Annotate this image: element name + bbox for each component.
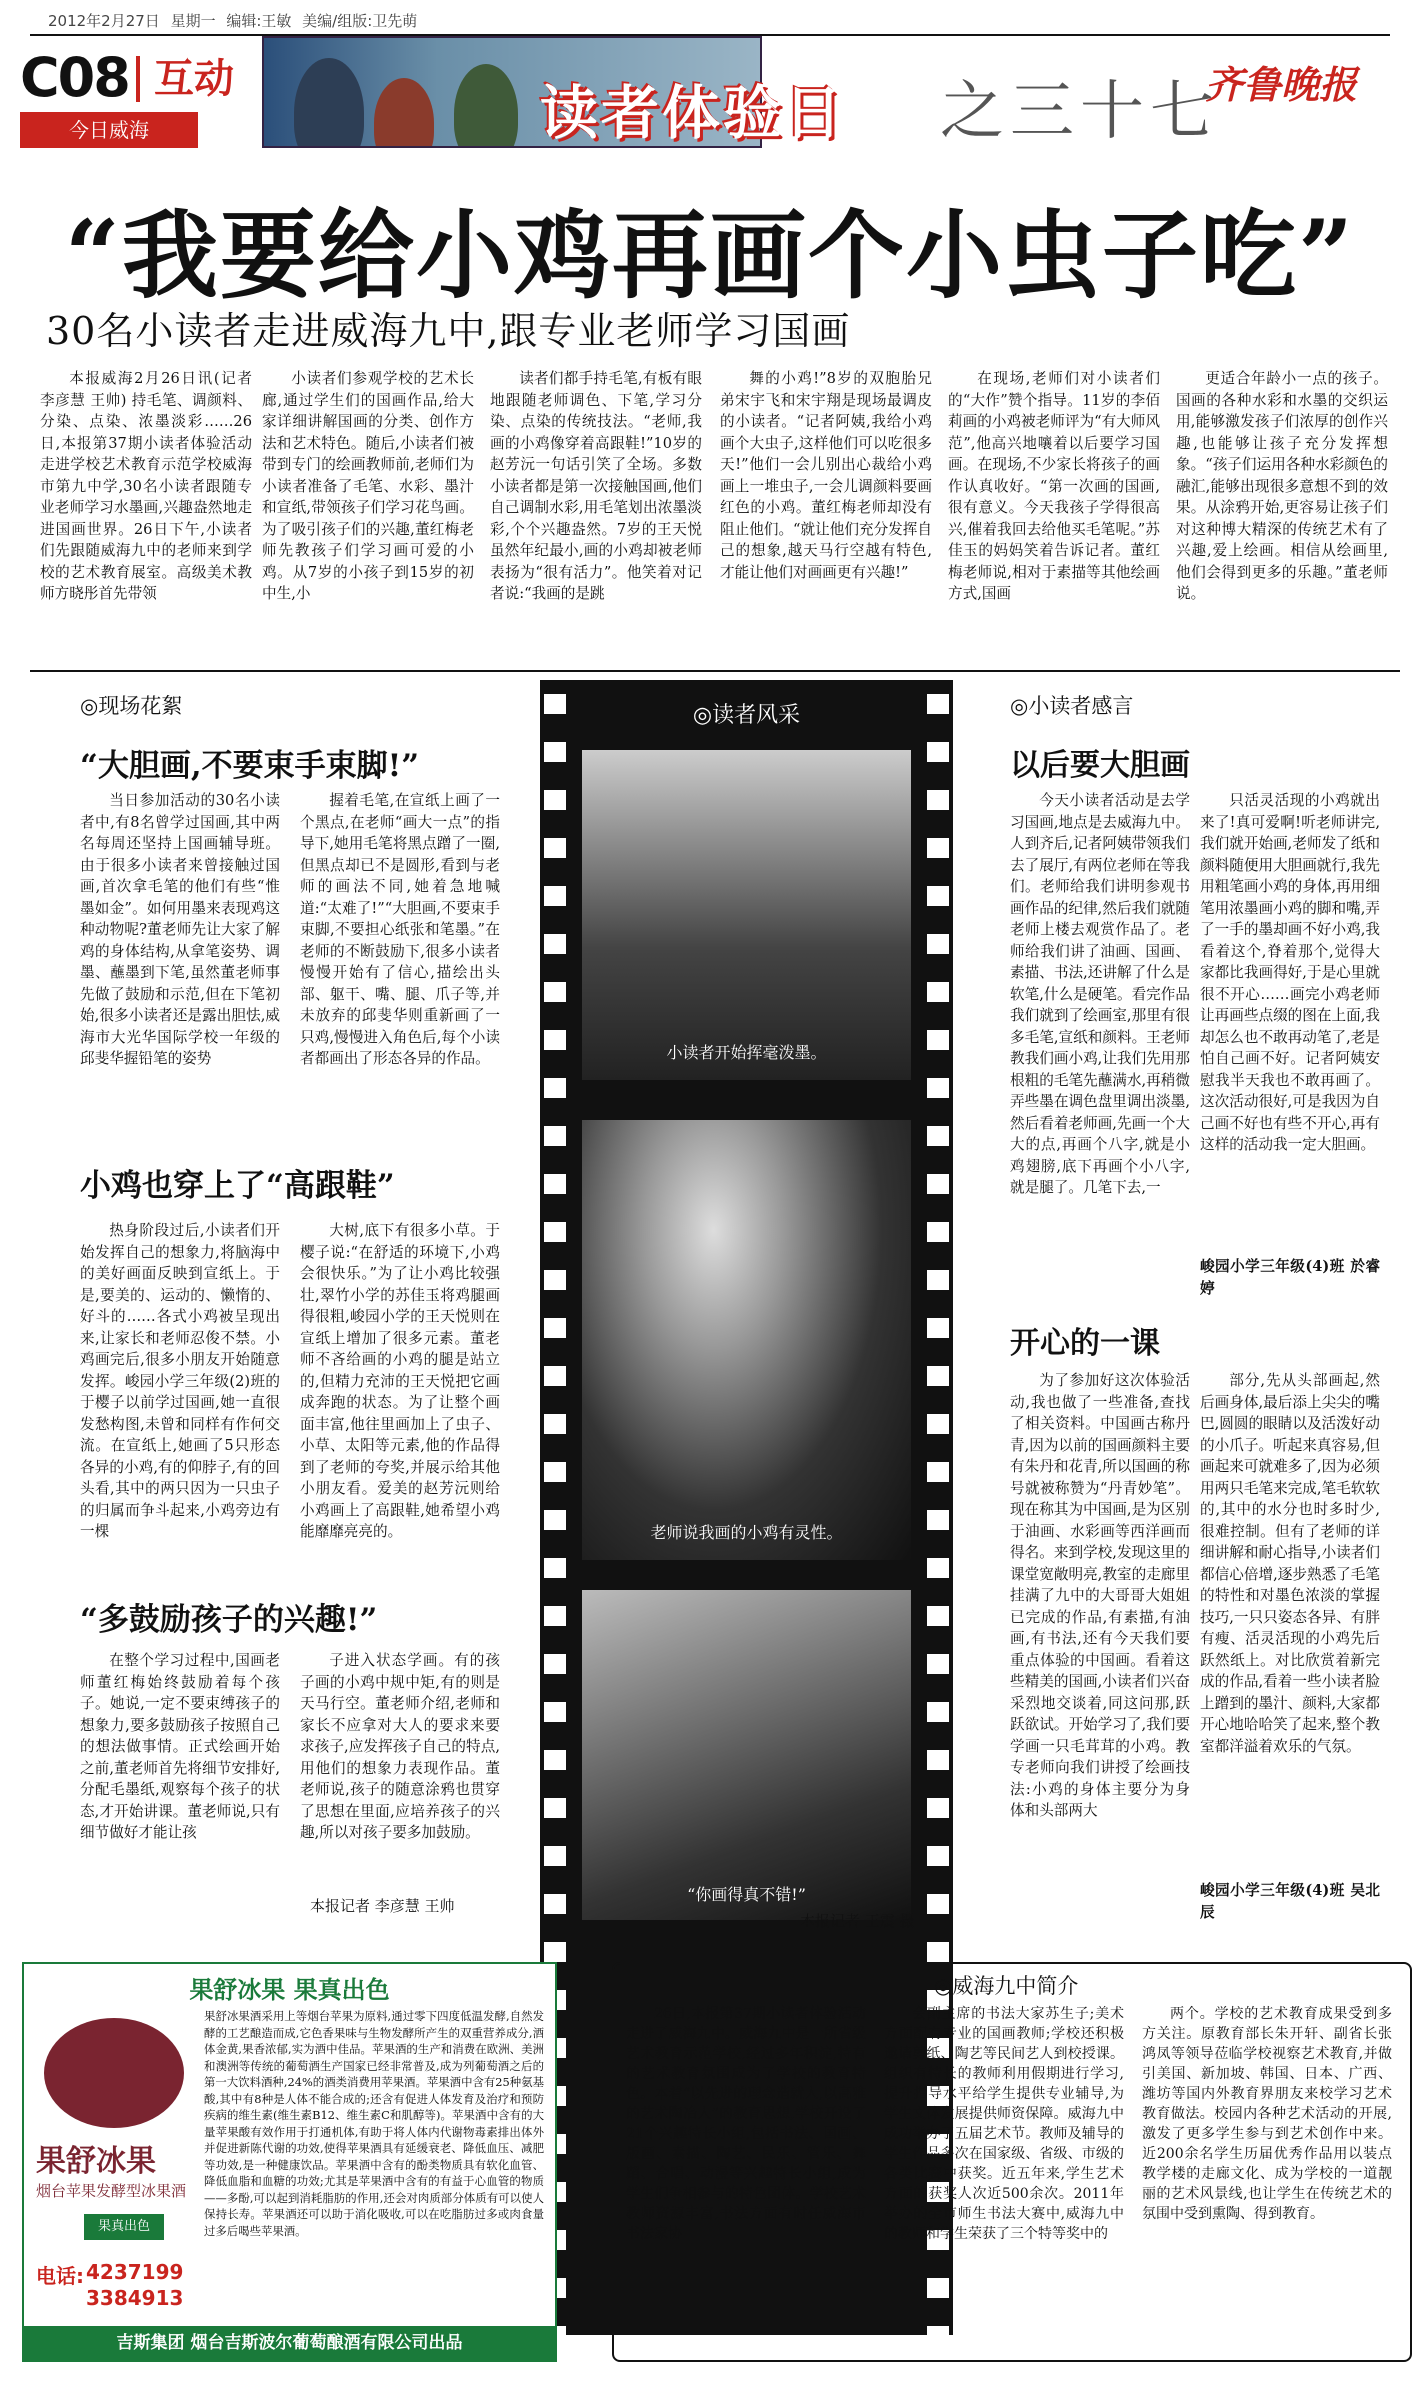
essay-title-2: 开心的一课 (1010, 1326, 1160, 1361)
subsection-bar: 今日威海 (20, 112, 198, 148)
banner-title: 读者体验日 (540, 79, 846, 147)
ad-brand: 果舒冰果 (36, 2144, 156, 2179)
intro-col-4: 舞的小鸡!”8岁的双胞胎兄弟宋宇飞和宋宇翔是现场最调皮的小读者。“记者阿姨,我给小鸡画个大虫子,这样他们可以吃很多天!”他们一会儿别出心裁给小鸡画上一堆虫子,一会儿调颜料要画红色的小鸡。董红梅老师却没有阻止他们。“就让他们充分发挥自己的想象,越天马行空越有特色,才能让他们对画画更有兴趣!” (720, 370, 932, 581)
ad-body: 果舒冰果酒采用上等烟台苹果为原料,通过零下四度低温发酵,自然发酵的工艺酿造而成,它色香果味与生物发酵所产生的双重营养成分,酒体金黄,果香浓郁,实为酒中佳品。苹果酒的生产和消费在欧洲、美洲和澳洲等传统的葡萄酒生产国家已经非常普及,成为列葡萄酒之后的第一大饮料酒种,24%的酒类消费用苹果酒。苹果酒中含有25种氨基酸,其中有8种是人体不能合成的;还含有促进人体发育及治疗和预防疾病的维生素(维生素B12、维生素C和肌醇等)。苹果酒中含有的大量苹果酸有效作用于打通机体,有助于将人体内代谢物毒素排出体外并促进新陈代谢的功效,使得苹果酒具有延缓衰老、降低血压、减肥等功效,是一种健康饮品。苹果酒中含有的酚类物质具有软化血管、降低血脂和血糖的功效;尤其是苹果酒中含有的有益于心血管的物质——多酚,可以起到消耗脂肪的作用,还会对肉质部分体质有可以使人保持长寿。苹果酒还可以助于消化吸收,可以在吃脂肪过多或肉食量过多后喝些苹果酒。 (204, 2009, 544, 2238)
onsite-2-col-2: 大树,底下有很多小草。于樱子说:“在舒适的环境下,小鸡会很快乐。”为了让小鸡比较强壮,翠竹小学的苏佳玉将鸡腿画得很粗,峻园小学的王天悦则在宣纸上增加了很多元素。董老师不吝给画的小鸡的腿是站立的,但精力充沛的王天悦把它画成奔跑的状态。为了让整个画面丰富,他往里画加上了虫子、小草、太阳等元素,他的作品得到了老师的夸奖,并展示给其他小朋友看。爱美的赵芳沅则给小鸡画上了高跟鞋,她希望小鸡能靡靡亮亮的。 (300, 1222, 500, 1540)
intro-col-3: 读者们都手持毛笔,有板有眼地跟随老师调色、下笔,学习分染、点染的传统技法。“老师,我画的小鸡像穿着高跟鞋!”10岁的赵芳沅一句话引笑了全场。多数小读者都是第一次接触国画,他们自己调制水彩,用毛笔划出浓墨淡彩,个个兴趣盎然。7岁的王天悦虽然年纪最小,画的小鸡却被老师表扬为“很有活力”。他笑着对记者说:“我画的是跳 (490, 370, 702, 602)
intro-col-5: 在现场,老师们对小读者们的“大作”赞个指导。11岁的李佰莉画的小鸡被老师评为“有大师风范”,他高兴地嚷着以后要学习国画。在现场,不少家长将孩子的画作认真收好。“第一次画的国画,很有意义。今天我孩子学得很高兴,催着我回去给他买毛笔呢。”苏佳玉的妈妈笑着告诉记者。董红梅老师说,相对于素描等其他绘画方式,国画 (948, 370, 1160, 602)
ad-phone-2: 3384913 (86, 2286, 184, 2310)
onsite-3-col-1: 在整个学习过程中,国画老师董红梅始终鼓励着每个孩子。她说,一定不要束缚孩子的想象力,要多鼓励孩子按照自己的想法做事情。正式绘画开始之前,董老师首先将细节安排好,分配毛墨纸,观察每个孩子的状态,才开始讲课。董老师说,只有细节做好才能让孩 (80, 1652, 280, 1841)
onsite-1-col-1: 当日参加活动的30名小读者中,有8名曾学过国画,其中两名每周还坚持上国画辅导班。由于很多小读者来曾接触过国画,首次拿毛笔的他们有些“惟墨如金”。如何用墨来表现鸡这种动物呢?董老师先让大家了解鸡的身体结构,从拿笔姿势、调墨、蘸墨到下笔,虽然董老师事先做了鼓励和示范,但在下笔初始,很多小读者还是露出胆怯,威海市大光华国际学校一年级的邱斐华握铅笔的姿势 (80, 792, 280, 1067)
banner-ornament: 之三十七 (940, 75, 1220, 149)
essay-1-col-2: 只活灵活现的小鸡就出来了!真可爱啊!听老师讲完,我们就开始画,老师发了纸和颜料随便用大胆画就行,我先用粗笔画小鸡的身体,再用细笔用浓墨画小鸡的脚和嘴,弄了一手的墨却画不好小鸡,我看着这个,脊着那个,觉得大家都比我画得好,于是心里就很不开心……画完小鸡老师让再画些点缀的图在上面,我却怎么也不敢再动笔了,老是怕自己画不好。记者阿姨安慰我半天我也不敢再画了。这次活动很好,可是我因为自己画不好也有些不开心,再有这样的活动我一定大胆画。 (1200, 792, 1380, 1153)
essay-title-1: 以后要大胆画 (1010, 748, 1190, 783)
ad-phone-1: 4237199 (86, 2260, 184, 2284)
essay-1-col-1: 今天小读者活动是去学习国画,地点是去威海九中。人到齐后,记者阿姨带领我们去了展厅,有两位老师在等我们。老师给我们讲明参观书画作品的纪律,然后我们就随老师上楼去观赏作品了。老师给我们讲了油画、国画、素描、书法,还讲解了什么是软笔,什么是硬笔。看完作品我们就到了绘画室,那里有很多毛笔,宣纸和颜料。王老师教我们画小鸡,让我们先用那根粗的毛笔先蘸满水,再稍微弄些墨在调色盘里调出淡墨,然后看着老师画,先画一个大大的点,再画个八字,就是小鸡翅膀,底下再画个小八字,就是腿了。几笔下去,一 (1010, 792, 1190, 1196)
intro-col-2: 小读者们参观学校的艺术长廊,通过学生们的国画作品,给大家详细讲解国画的分类、创作方法和艺术特色。随后,小读者们被带到专门的绘画教师前,老师们为小读者准备了毛笔、水彩、墨汁和宣纸,带领孩子们学习花鸟画。为了吸引孩子们的兴趣,董红梅老师先教孩子们学习画可爱的小鸡。从7岁的小孩子到15岁的初中生,小 (262, 370, 474, 602)
newspaper-logo: 齐鲁晚报 (1205, 62, 1358, 107)
intro-col-1: 本报威海2月26日讯(记者 李彦慧 王帅) 持毛笔、调颜料、分染、点染、浓墨淡彩……26日,本报第37期小读者体验活动走进学校艺术教育示范学校威海市第九中学,30名小读者跟随专业老师学习水墨画,兴趣盎然地走进国画世界。26日下午,小读者们先跟随威海九中的老师来到学校的艺术教育展室。高级美术教师方晓彤首先带领 (40, 370, 252, 602)
onsite-1-col-2: 握着毛笔,在宣纸上画了一个黑点,在老师“画大一点”的指导下,她用毛笔将黑点蹭了一圈,但黑点却已不是圆形,看到与老师的画法不同,她着急地喊道:“太难了!”“大胆画,不要束手束脚,不要担心纸张和笔墨。”在老师的不断鼓励下,很多小读者慢慢开始有了信心,描绘出头部、躯干、嘴、腿、爪子等,并未放弃的邱斐华则重新画了一只鸡,慢慢进入角色后,每个小读者都画出了形态各异的作品。 (300, 792, 500, 1067)
film-byline: 本报记者 王震 摄 (800, 1912, 915, 1930)
ad-company: 吉斯集团 烟台吉斯波尔葡萄酿酒有限公司出品 (24, 2326, 555, 2360)
caption-1: 小读者开始挥毫泼墨。 (666, 1043, 827, 1062)
school-intro-box (612, 1962, 1412, 2362)
intro-col-6: 更适合年龄小一点的孩子。国画的各种水彩和水墨的交织运用,能够激发孩子们浓厚的创作兴趣,也能够让孩子充分发挥想象。“孩子们运用各种水彩颜色的融汇,能够出现很多意想不到的效果。从涂鸦开始,更容易让孩子们对这种博大精深的传统艺术有了兴趣,爱上绘画。相信从绘画里,他们会得到更多的乐趣。”董老师说。 (1176, 370, 1388, 602)
photo-painting (582, 1590, 911, 1920)
onsite-tag: ◎现场花絮 (80, 694, 183, 718)
onsite-title-3: “多鼓励孩子的兴趣!” (80, 1602, 378, 1638)
essay-1-sign: 峻园小学三年级(4)班 於睿婷 (1200, 1258, 1380, 1297)
intro-box-col-2: 会副主席的书法大家苏生子;美术方面配有专业的国画教师;学校还积极邀请剪纸、陶艺等民间艺人到校授课。组织有特长的教师利用假期进行学习,提升指导水平给学生提供专业辅导,为学生文体发展提供师资保障。威海九中成功举办了五届艺术节。教师及辅导的学生作品多次在国家级、省级、市级的各类比赛中获奖。近五年来,学生艺术方面的获奖人次近500余次。2011年举办的全市师生书法大赛中,威海九中的教师和学生荣获了三个特等奖中的 (884, 2006, 1124, 2242)
section-name: 互动 (136, 56, 234, 102)
ad-seal: 果真出色 (84, 2214, 164, 2240)
essay-2-sign: 峻园小学三年级(4)班 吴北辰 (1200, 1882, 1380, 1921)
caption-2: 老师说我画的小鸡有灵性。 (650, 1523, 843, 1542)
intro-box-col-1: 26日,本报第37期小读者体验活动走进了威海九中。威海九中是一所省级艺术教育示范学校,经过多年积淀,特有的艺术教育氛围成为了学校的教育特色。本着“以先进的理念造就人,以高雅的艺术陶冶人”的教育思想,学校开设了21个兴趣特长小组,包括书法、国画、版画、素描、陶艺、民乐、管乐、舞蹈、合唱、动漫等兴趣特长小组,成为学生们争相参与的特色团体。学校艺术教师资源丰富,书法方面有时任威海市书法家协 (626, 2006, 866, 2242)
onsite-2-col-1: 热身阶段过后,小读者们开始发挥自己的想象力,将脑海中的美好画面反映到宣纸上。于是,要美的、运动的、懒惰的、好斗的……各式小鸡被呈现出来,让家长和老师忍俊不禁。小鸡画完后,很多小朋友开始随意发挥。峻园小学三年级(2)班的于樱子以前学过国画,她一直很发愁构图,未曾和同样有作何交流。在宣纸上,她画了5只形态各异的小鸡,有的仰脖子,有的回头看,其中的两只因为一只虫子的归属而争斗起来,小鸡旁边有一棵 (80, 1222, 280, 1540)
intro-box-col-3: 两个。学校的艺术教育成果受到多方关注。原教育部长朱开轩、副省长张鸿凤等领导莅临学校视察艺术教育,并做引美国、新加坡、韩国、日本、广西、潍坊等国内外教育界朋友来校学习艺术教育做法。校园内各种艺术活动的开展,激发了更多学生参与到艺术创作中来。近200余名学生历届优秀作品用以装点教学楼的走廊文化、成为学校的一道靓丽的艺术风景线,也让学生在传统艺术的氛围中受到熏陶、得到教育。 (1142, 2006, 1392, 2222)
ad-phone-label: 电话: (36, 2264, 84, 2288)
subheadline: 30名小读者走进威海九中,跟专业老师学习国画 (46, 309, 851, 353)
onsite-title-2: 小鸡也穿上了“高跟鞋” (80, 1168, 395, 1204)
ad-title: 果舒冰果 果真出色 (189, 1975, 390, 2004)
section-number: C08 (20, 46, 129, 109)
essay-2-col-1: 为了参加好这次体验活动,我也做了一些准备,查找了相关资料。中国画古称丹青,因为以前的国画颜料主要有朱丹和花青,所以国画的称号就被称赞为“丹青妙笔”。现在称其为中国画,是为区别于油画、水彩画等西洋画而得名。来到学校,发现这里的课堂宽敞明亮,教室的走廊里挂满了九中的大哥哥大姐姐已完成的作品,有素描,有油画,有书法,还有今天我们要重点体验的中国画。看着这些精美的国画,小读者们兴奋采烈地交谈着,同这问那,跃跃欲试。开始学习了,我们要学画一只毛茸茸的小鸡。教专老师向我们讲授了绘画技法:小鸡的身体主要分为身体和头部两大 (1010, 1372, 1190, 1819)
onsite-3-col-2: 子进入状态学画。有的孩子画的小鸡中规中矩,有的则是天马行空。董老师介绍,老师和家长不应拿对大人的要求来要求孩子,应发挥孩子自己的特点,用他们的想象力表现作品。董老师说,孩子的随意涂鸦也贯穿了思想在里面,应培养孩子的兴趣,所以对孩子要多加鼓励。 (300, 1652, 500, 1841)
essay-2-col-2: 部分,先从头部画起,然后画身体,最后添上尖尖的嘴巴,圆圆的眼睛以及活泼好动的小爪子。听起来真容易,但画起来可就难多了,因为必须用两只毛笔来完成,笔毛软软的,其中的水分也时多时少,很难控制。但有了老师的详细讲解和耐心指导,小读者们都信心倍增,逐步熟悉了毛笔的特性和对墨色浓淡的掌握技巧,一只只姿态各异、有胖有瘦、活灵活现的小鸡先后跃然纸上。对比欣赏着新完成的作品,看着一些小读者脸上蹭到的墨汁、颜料,大家都开心地哈哈笑了起来,整个教室都洋溢着欢乐的气氛。 (1200, 1372, 1380, 1755)
intro-tag: ◎威海九中简介 (934, 1974, 1079, 1998)
reader-tag: ◎小读者感言 (1010, 694, 1134, 718)
onsite-byline: 本报记者 李彦慧 王帅 (310, 1897, 455, 1915)
onsite-title-1: “大胆画,不要束手束脚!” (80, 748, 420, 784)
film-tag: ◎读者风采 (692, 703, 801, 728)
ad-box (22, 1962, 557, 2362)
photo-boy (582, 1120, 911, 1560)
photo-class (582, 750, 911, 1080)
ad-badge (44, 2018, 184, 2128)
ad-slogan: 烟台苹果发酵型冰果酒 (36, 2182, 187, 2200)
caption-3: “你画得真不错!” (687, 1885, 806, 1904)
issue-meta: 2012年2月27日 星期一 编辑:王敏 美编/组版:卫先萌 (48, 12, 418, 30)
divider (30, 670, 1400, 672)
headline: “我要给小鸡再画个小虫子吃” (64, 199, 1356, 312)
